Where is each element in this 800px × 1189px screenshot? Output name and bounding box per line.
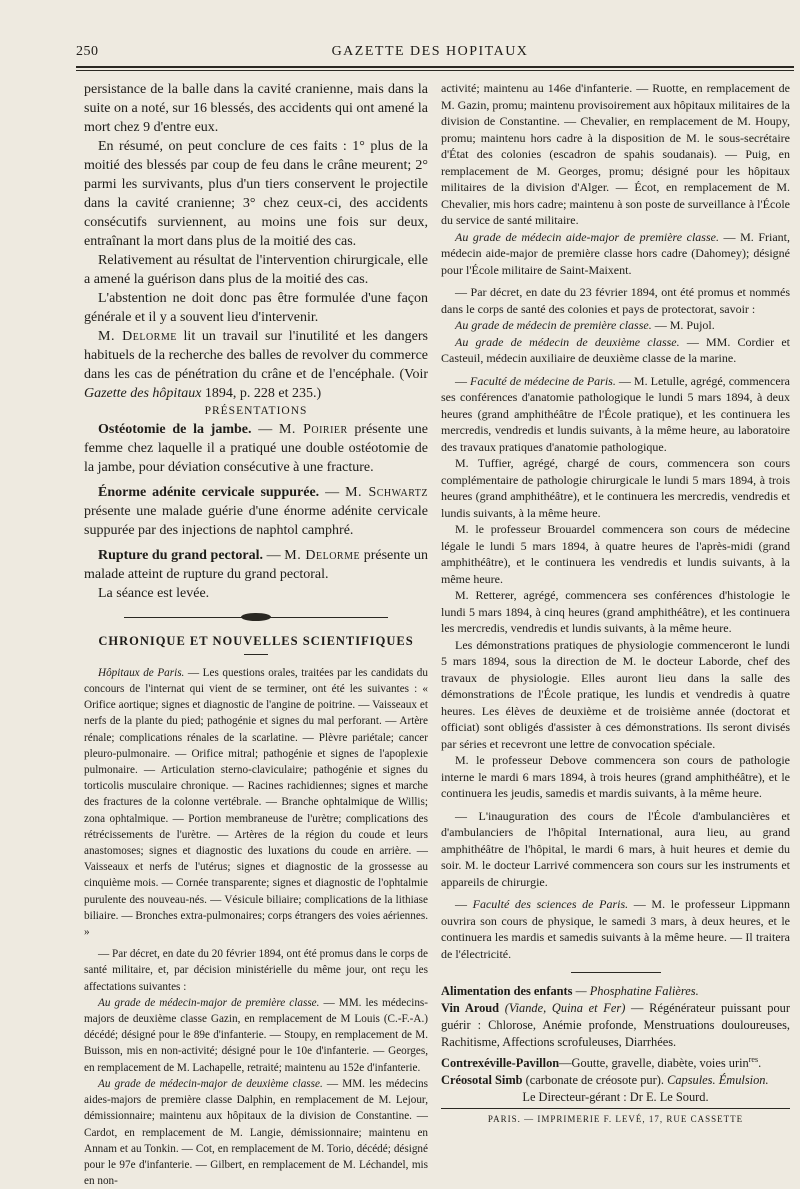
advert-title: Alimentation des enfants [441, 984, 573, 998]
presentation-title: Ostéotomie de la jambe. [98, 421, 252, 437]
paragraph: M. Tuffier, agrégé, chargé de cours, commencera son cours complémentaire de pathologie chirurgicale le lundi 5 mars 1894, à trois heures (grand amphithéâtre), et le continuera les mercredis, vendredis et lundis suivants, à la même heure. [441, 456, 790, 520]
advert-title: Créosotal Simb [441, 1073, 523, 1088]
advert-title: Contrexéville-Pavillon [441, 1056, 560, 1071]
paragraph-text: — MM. les médecins-majors de deuxième classe Gazin, en remplacement de M Louis (C.-F.-A.) décédé; désigné pour le 89e d'infanterie. — Stoupy, en remplacement de M. Buisson, mis en non-activité; désigné pour le 10e d'infanterie. — Georges, en remplacement de M. Lachapelle, retraité; maintenu au 152e d'infanterie. [84, 996, 428, 1074]
paragraph: — L'inauguration des cours de l'École d'ambulancières et d'ambulanciers de l'hôpital International, aura lieu, au grand amphithéâtre de l'hôpital, le mardi 6 mars, à huit heures et demie du soir. M. le docteur Larrivé commencera son cours sur les instruments et appareils de chirurgie. [441, 808, 790, 889]
advert-text: . [758, 1056, 762, 1071]
superscript: res [748, 1055, 759, 1064]
author-name: M. Delorme [284, 547, 361, 563]
rubric-title: Au grade de médecin aide-major de première classe. [455, 229, 719, 244]
paragraph: M. Retterer, agrégé, commencera ses conférences d'histologie le lundi 5 mars 1894, à cinq heures (grand amphithéâtre), et les continuera les mercredis, vendredis et lundis suivants, à la même heure. [441, 588, 790, 635]
presentation-item: Rupture du grand pectoral. — M. Delorme présente un malade atteint de rupture du grand pectoral. [84, 547, 428, 582]
paragraph: — Par décret, en date du 20 février 1894, ont été promus dans le corps de santé militaire, et, par décision ministérielle du même jour, ont reçu les affectations suivantes : [84, 948, 428, 993]
advert-product: Capsules. Émulsion. [667, 1073, 769, 1088]
citation: Gazette des hôpitaux [84, 386, 202, 401]
paragraph: M. le professeur Debove commencera son cours de pathologie interne le mardi 6 mars 1894, à trois heures (grand amphithéâtre), et le continuera les jeudis, samedis et mardis suivants, à la même heure. [441, 753, 790, 800]
paragraph: — Faculté de médecine de Paris. — M. Letulle, agrégé, commencera ses conférences d'anatomie pathologique le lundi 5 mars 1894, à deux heures (grand amphithéâtre de l'École pratique), et les continuera les mercredis, vendredis et lundis suivants, à la même heure, au laboratoire des travaux pratiques d'anatomie pathologique. [441, 373, 790, 454]
advert-text: (carbonate de créosote pur). [522, 1073, 668, 1088]
paragraph-text: présente un malade atteint de rupture du grand pectoral. [84, 547, 428, 582]
chronique-body [84, 665, 428, 1189]
advert-phosphatine [441, 983, 790, 1000]
paragraph: — Par décret, en date du 23 février 1894, ont été promus et nommés dans le corps de santé des colonies et pays de protectorat, savoir : [441, 285, 790, 316]
advert-title: Vin Aroud [441, 1001, 500, 1015]
paragraph-text: — MM. Cordier et Casteuil, médecin auxiliaire de deuxième classe de la marine. [441, 334, 790, 365]
paragraph-text: présente une femme chez laquelle il a pratiqué une double ostéotomie de la jambe, pour déviation consécutive à une fracture. [84, 421, 428, 475]
right-column [441, 80, 790, 1127]
advert-rule [571, 972, 661, 973]
heading-rule [244, 654, 268, 655]
journal-title: GAZETTE DES HOPITAUX [331, 44, 529, 59]
author-name: M. Schwartz [345, 484, 428, 500]
paragraph: activité; maintenu au 146e d'infanterie. — Ruotte, en remplacement de M. Gazin, promu; maintenu provisoirement aux hôpitaux militaires de la division de Constantine. — Chevalier, en remplacement de M. Houpy, promu; maintenu hors cadre à la disposition de M. le sous-secrétaire d'État des colonies (escadron de spahis soudanais). — Puig, en remplacement de M. Georges, promu; désigné pour les hôpitaux militaires de la division d'Alger. — Écot, en remplacement de M. Chevalier, mis hors cadre; maintenu à son poste de surveillance à l'École du service de santé militaire. [441, 81, 790, 227]
section-heading-presentations: PRÉSENTATIONS [204, 405, 308, 417]
rubric-title: Hôpitaux de Paris. [98, 666, 185, 679]
paragraph: L'abstention ne doit donc pas être formulée d'une façon générale et il y a souvent lieu d'intervenir. [84, 291, 428, 325]
paragraph-text: — MM. les médecins aides-majors de première classe Dalphin, en remplacement de M. Lejour, démissionnaire; maintenu aux hôpitaux de la division de Constantine. — Cardot, en remplacement de M. Langie, démissionnaire; maintenu en Annam et au Tonkin. — Cot, en remplacement de M. Torio, décédé; désigné pour le 97e d'infanterie. — Gilbert, en remplacement de M. Léchandel, mis en non- [84, 1077, 428, 1188]
paragraph [84, 1076, 428, 1189]
seance-closing: La séance est levée. [98, 585, 210, 601]
advert-creosotal [441, 1072, 790, 1089]
presentation-item: Énorme adénite cervicale suppurée. — M. Schwartz présente une malade guérie d'une énorme adénite cervicale suppurée par des injections de naphtol camphré. [84, 484, 428, 538]
paragraph-text: lit un travail sur l'inutilité et les dangers habituels de la recherche des balles de revolver du commerce dans les cas de pénétration du crâne et de l'encéphale. (Voir [84, 329, 428, 382]
page-header [76, 40, 784, 62]
paragraph: M. le professeur Brouardel commencera son cours de médecine légale le lundi 5 mars 1894, à quatre heures de l'après-midi (grand amphithéâtre), et le continuera les vendredis et lundis suivants, à la même heure. [441, 522, 790, 586]
paragraph-text: présente une malade guérie d'une énorme adénite cervicale suppurée par des injections de naphtol camphré. [84, 503, 428, 538]
printer-imprint: PARIS. — IMPRIMERIE F. LEVÉ, 17, RUE CASSETTE [487, 1113, 744, 1124]
paragraph-text: — M. Letulle, agrégé, commencera ses conférences d'anatomie pathologique le lundi 5 mars 1894, à deux heures (grand amphithéâtre de l'École pratique), et les continuera les mercredis, vendredis et lundis suivants, à la même heure, au laboratoire des travaux pratiques d'anatomie pathologique. [441, 373, 790, 454]
advert-product: — Phosphatine Falières. [572, 984, 699, 998]
paragraph: Relativement au résultat de l'intervention chirurgicale, elle a amené la guérison dans plus de la moitié des cas. [84, 253, 428, 287]
paragraph [84, 995, 428, 1076]
presentation-title: Rupture du grand pectoral. [98, 547, 264, 563]
advert-vin-aroud [441, 1000, 790, 1051]
rubric-title: Au grade de médecin de première classe. [455, 318, 652, 332]
rubric-title: Au grade de médecin de deuxième classe. [455, 334, 680, 349]
header-rule-thick [76, 66, 794, 68]
page-number: 250 [76, 44, 99, 59]
advert-text: — Régénérateur puissant pour guérir : Chlorose, Anémie profonde, Menstruations douloureuses, Rachitisme, Affections scrofuleuses, Diarrhées. [441, 1001, 790, 1049]
paragraph [441, 334, 790, 367]
header-rule-thin [76, 70, 794, 71]
paragraph-text: — M. le professeur Lippmann ouvrira son cours de physique, le samedi 3 mars, à deux heures, et le continuera les mardis et samedis suivants à la même heure. — Il traitera de l'électricité. [441, 897, 790, 961]
advert-contrexeville [441, 1051, 790, 1072]
paragraph-text: — Les questions orales, traitées par les candidats du concours de l'internat qui vient de se terminer, ont été les suivantes : « Orifice aortique; signes et diagnostic de l'angine de poitrine. — Vaisseaux et nerfs de la plante du pied; pathogénie et signes du mal perforant. — Artère rénale; complications rénales de la scarlatine. — Plèvre pariétale; cancer pleuro-pulmonaire. — Orifice mitral; pathogénie et signes de l'apoplexie pulmonaire. — Articulation sterno-claviculaire; pathogénie et signes du torticolis musculaire chronique. — Racines rachidiennes; signes et marche des fractures de la colonne vertébrale. — Branche ophtalmique de Willis; zona ophtalmique. — Portion membraneuse de l'urètre; complications des rétrécissements de l'urètre. — Artères de la région du coude et leurs anastomoses; signes et diagnostic des luxations du coude en arrière. — Vaisseaux et nerfs de l'utérus; signes et diagnostic de la grossesse au cinquième mois. — Cornée transparente; signes et diagnostic de l'ophtalmie purulente des nouveau-nés. — Vésicule biliaire; complications de la lithiase biliaire. — Bronches extra-pulmonaires; corps étrangers des voies aériennes. » [84, 666, 428, 939]
paragraph [84, 327, 428, 403]
left-column [84, 80, 428, 1189]
rubric-title: Au grade de médecin-major de deuxième classe. [98, 1077, 323, 1090]
presentation-item: Ostéotomie de la jambe. — M. Poirier présente une femme chez laquelle il a pratiqué une double ostéotomie de la jambe, pour déviation consécutive à une fracture. [84, 421, 428, 475]
presentation-title: Énorme adénite cervicale suppurée. [98, 484, 320, 500]
author-name: M. Delorme [98, 329, 177, 344]
author-name: M. Poirier [278, 421, 348, 437]
advert-product: (Viande, Quina et Fer) [499, 1001, 626, 1015]
paragraph: — Faculté des sciences de Paris. — M. le professeur Lippmann ouvrira son cours de physique, le samedi 3 mars, à deux heures, et le continuera les mardis et samedis suivants à la même heure. — Il traitera de l'électricité. [441, 897, 790, 961]
paragraph-text: — M. Friant, médecin aide-major de première classe hors cadre (Dahomey); désigné pour l'École militaire de Saint-Maixent. [441, 229, 790, 277]
rubric-title: Faculté de médecine de Paris. [470, 373, 616, 388]
ornament-divider [84, 611, 428, 623]
footer-rule [441, 1108, 790, 1109]
paragraph [84, 665, 428, 940]
advert-text: —Goutte, gravelle, diabète, voies urin [559, 1056, 749, 1071]
rubric-title: Au grade de médecin-major de première classe. [98, 996, 320, 1009]
paragraph: persistance de la balle dans la cavité cranienne, mais dans la suite on a noté, sur 16 blessés, des accidents qui ont amené la mort chez 9 d'entre eux. [84, 82, 428, 135]
paragraph: En résumé, on peut conclure de ces faits : 1° plus de la moitié des blessés par coup de feu dans le crâne meurent; 2° parmi les survivants, plus d'un tiers conservent le projectile dans la cavité cranienne; 3° chez ceux-ci, des accidents consécutifs surviennent, au moins une fois sur deux, entraînant la mort dans plus de la moitié des cas. [84, 139, 428, 249]
paragraph-text: — M. Pujol. [651, 318, 715, 332]
rubric-title: Faculté des sciences de Paris. [472, 897, 629, 911]
director-signature: Le Directeur-gérant : Dr E. Le Sourd. [522, 1090, 709, 1105]
section-heading-chronique: CHRONIQUE ET NOUVELLES SCIENTIFIQUES [98, 633, 414, 648]
paragraph [441, 229, 790, 279]
paragraph-text: 1894, p. 228 et 235.) [201, 386, 322, 401]
paragraph: Les démonstrations pratiques de physiologie commenceront le lundi 5 mars 1894, sous la direction de M. le docteur Laborde, chef des travaux de physiologie. Elles auront lieu dans la salle des démonstrations de l'École pratique, les lundis et vendredis à quatre heures. Les élèves de deuxième et de troisième année (doctorat et officiat) sont obligés d'assister à ces démonstrations. Ils seront divisés par séries et recevront une lettre de convocation spéciale. [441, 637, 790, 751]
paragraph [441, 317, 790, 334]
